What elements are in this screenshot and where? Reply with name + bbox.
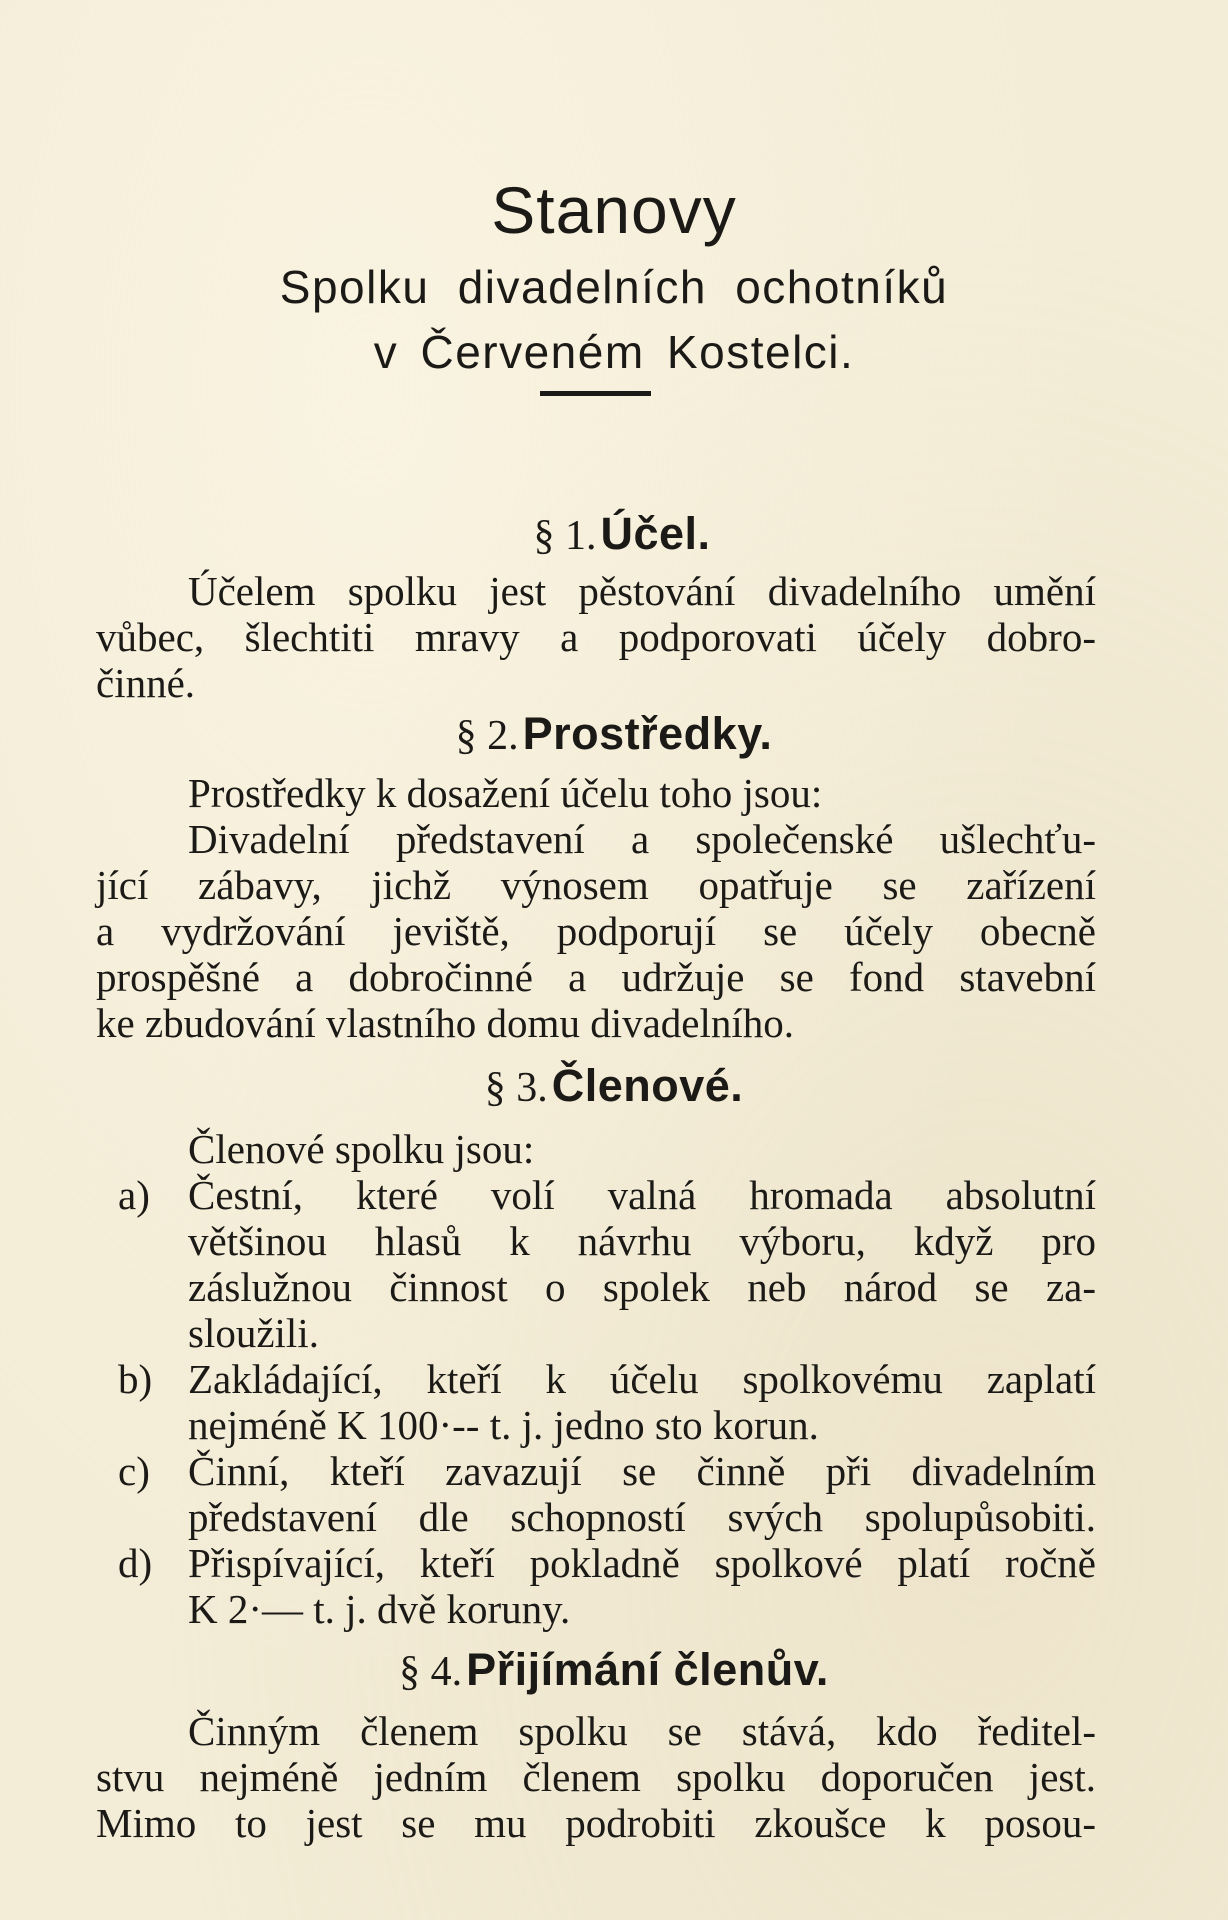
section-2-line: a vydržování jeviště, podporují se účely obecně: [96, 908, 1096, 954]
document-title: Stanovy: [491, 173, 737, 247]
section-3-heading: [0, 1060, 1228, 1112]
title-divider-rule: [540, 391, 651, 396]
list-item-line: většinou hlasů k návrhu výboru, když pro: [188, 1218, 1096, 1264]
section-title: Prostředky.: [522, 708, 773, 759]
list-marker: d): [118, 1540, 153, 1586]
list-item-line: Čestní, které volí valná hromada absolutní: [188, 1172, 1096, 1218]
section-2-line: Prostředky k dosažení účelu toho jsou:: [188, 770, 823, 816]
document-subtitle-line-2: v Červeném Kostelci.: [373, 326, 855, 378]
list-item-line: Zakládající, kteří k účelu spolkovému zaplatí: [188, 1356, 1096, 1402]
section-number: § 1.: [533, 513, 597, 559]
list-marker: c): [118, 1448, 150, 1494]
section-1-line: činné.: [96, 660, 196, 706]
section-2-line: prospěšné a dobročinné a udržuje se fond stavební: [96, 954, 1096, 1000]
list-item-line: Přispívající, kteří pokladně spolkové platí ročně: [188, 1540, 1096, 1586]
section-2-line: jící zábavy, jichž výnosem opatřuje se zařízení: [96, 862, 1096, 908]
section-title: Členové.: [551, 1060, 744, 1111]
section-4-line: Činným členem spolku se stává, kdo ředitel-: [188, 1708, 1096, 1754]
section-4-heading: [0, 1644, 1228, 1696]
section-title: Přijímání členův.: [466, 1644, 829, 1695]
list-item-line: představení dle schopností svých spolupůsobiti.: [188, 1494, 1096, 1540]
section-number: § 3.: [484, 1065, 548, 1111]
section-2-line: ke zbudování vlastního domu divadelního.: [96, 1000, 795, 1046]
section-3-intro: Členové spolku jsou:: [188, 1126, 535, 1172]
section-1-heading: [0, 508, 1228, 560]
section-title: Účel.: [600, 508, 711, 559]
list-marker: b): [118, 1356, 153, 1402]
document-subtitle-line-1: Spolku divadelních ochotníků: [279, 261, 949, 313]
list-item-line: Činní, kteří zavazují se činně při divadelním: [188, 1448, 1096, 1494]
section-number: § 4.: [399, 1649, 463, 1695]
section-4-line: Mimo to jest se mu podrobiti zkoušce k posou-: [96, 1800, 1096, 1846]
section-2-line: Divadelní představení a společenské ušlechťu-: [188, 816, 1096, 862]
section-4-line: stvu nejméně jedním členem spolku doporučen jest.: [96, 1754, 1096, 1800]
list-item-line: nejméně K 100·-- t. j. jedno sto korun.: [188, 1402, 819, 1448]
list-item-line: záslužnou činnost o spolek neb národ se za-: [188, 1264, 1096, 1310]
section-number: § 2.: [455, 713, 519, 759]
list-item-line: K 2·— t. j. dvě koruny.: [188, 1586, 571, 1632]
section-1-line: Účelem spolku jest pěstování divadelního umění: [188, 568, 1096, 614]
section-2-heading: [0, 708, 1228, 760]
section-1-line: vůbec, šlechtiti mravy a podporovati účely dobro-: [96, 614, 1096, 660]
list-item-line: sloužili.: [188, 1310, 319, 1356]
list-marker: a): [118, 1172, 150, 1218]
